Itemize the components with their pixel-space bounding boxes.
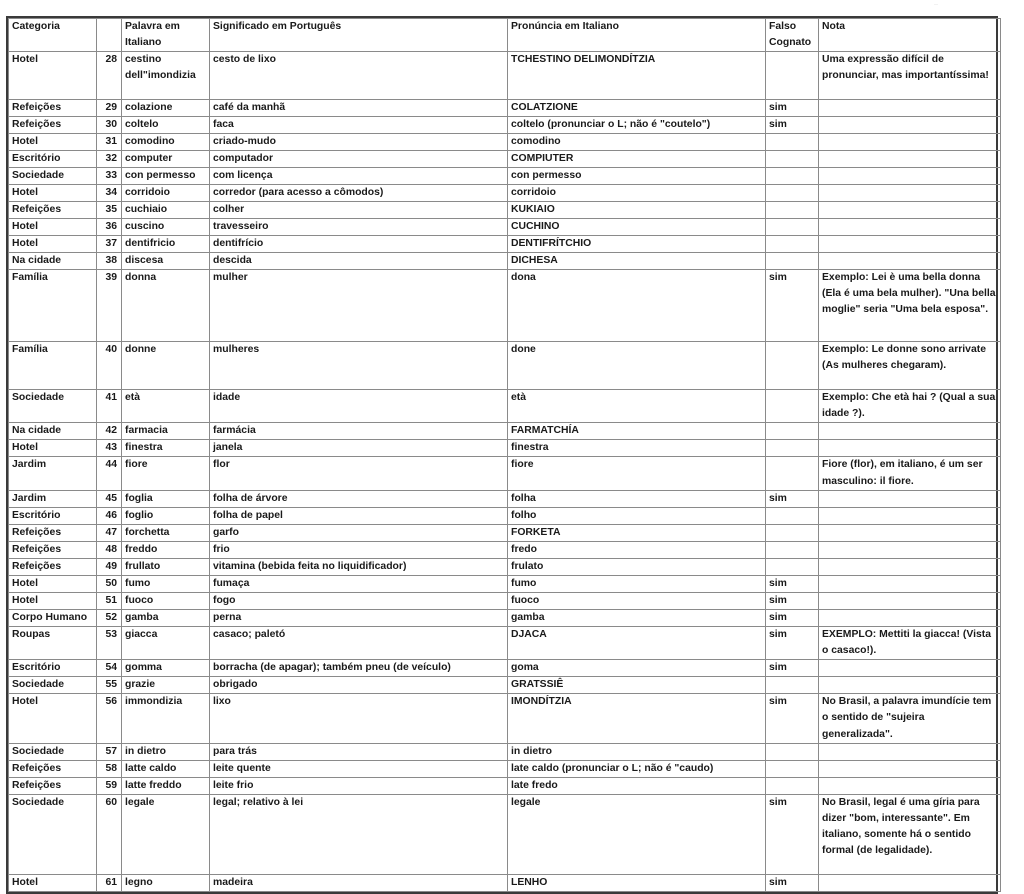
cell-categoria: Hotel — [9, 440, 97, 457]
cell-pronuncia: FARMATCHÍA — [508, 423, 766, 440]
cell-numero: 49 — [97, 558, 122, 575]
cell-categoria: Corpo Humano — [9, 609, 97, 626]
cell-numero: 48 — [97, 541, 122, 558]
cell-nota: Exemplo: Le donne sono arrivate (As mulheres chegaram). — [819, 342, 1001, 390]
cell-significado: fumaça — [210, 575, 508, 592]
cell-palavra: farmacia — [122, 423, 210, 440]
cell-palavra: freddo — [122, 541, 210, 558]
cell-palavra: corridoio — [122, 185, 210, 202]
cell-falso-cognato: sim — [766, 660, 819, 677]
cell-palavra: fumo — [122, 575, 210, 592]
cell-pronuncia: fuoco — [508, 592, 766, 609]
cell-nota — [819, 202, 1001, 219]
cell-significado: faca — [210, 117, 508, 134]
cell-numero: 54 — [97, 660, 122, 677]
cell-categoria: Sociedade — [9, 168, 97, 185]
cell-categoria: Sociedade — [9, 794, 97, 874]
cell-falso-cognato — [766, 52, 819, 100]
cell-numero: 36 — [97, 219, 122, 236]
table-row — [9, 117, 1001, 134]
cell-categoria: Refeições — [9, 100, 97, 117]
cell-palavra: gamba — [122, 609, 210, 626]
cell-nota: Exemplo: Che età hai ? (Qual a sua idade ?). — [819, 390, 1001, 423]
cell-nota — [819, 236, 1001, 253]
cell-categoria: Na cidade — [9, 253, 97, 270]
cell-categoria: Hotel — [9, 575, 97, 592]
header-row — [9, 19, 1001, 52]
cell-palavra: foglia — [122, 490, 210, 507]
cell-falso-cognato — [766, 168, 819, 185]
table-row — [9, 270, 1001, 342]
cell-pronuncia: coltelo (pronunciar o L; não é "coutelo") — [508, 117, 766, 134]
cell-palavra: legno — [122, 874, 210, 891]
cell-pronuncia: fiore — [508, 457, 766, 490]
cell-pronuncia: TCHESTINO DELIMONDÍTZIA — [508, 52, 766, 100]
cell-palavra: gomma — [122, 660, 210, 677]
cell-numero: 47 — [97, 524, 122, 541]
cell-significado: descida — [210, 253, 508, 270]
header-significado: Significado em Português — [210, 19, 508, 52]
cell-falso-cognato: sim — [766, 117, 819, 134]
cell-pronuncia: goma — [508, 660, 766, 677]
cell-pronuncia: con permesso — [508, 168, 766, 185]
cell-pronuncia: late caldo (pronunciar o L; não é "caudo) — [508, 760, 766, 777]
cell-pronuncia: COLATZIONE — [508, 100, 766, 117]
cell-significado: folha de papel — [210, 507, 508, 524]
cell-palavra: giacca — [122, 626, 210, 659]
cell-pronuncia: LENHO — [508, 874, 766, 891]
cell-pronuncia: gamba — [508, 609, 766, 626]
cell-pronuncia: COMPIUTER — [508, 151, 766, 168]
cell-palavra: cuscino — [122, 219, 210, 236]
cell-categoria: Família — [9, 270, 97, 342]
header-palavra: Palavra em Italiano — [122, 19, 210, 52]
cell-falso-cognato — [766, 423, 819, 440]
cell-pronuncia: comodino — [508, 134, 766, 151]
cell-categoria: Refeições — [9, 558, 97, 575]
cell-falso-cognato — [766, 151, 819, 168]
cell-nota — [819, 558, 1001, 575]
cell-pronuncia: done — [508, 342, 766, 390]
cell-palavra: immondizia — [122, 694, 210, 744]
cell-nota — [819, 660, 1001, 677]
header-nota: Nota — [819, 19, 1001, 52]
cell-categoria: Hotel — [9, 219, 97, 236]
cell-nota: Uma expressão difícil de pronunciar, mas importantíssima! — [819, 52, 1001, 100]
table-row — [9, 202, 1001, 219]
cell-falso-cognato — [766, 134, 819, 151]
cell-nota — [819, 743, 1001, 760]
cell-pronuncia: GRATSSIÊ — [508, 677, 766, 694]
cell-categoria: Hotel — [9, 185, 97, 202]
cell-palavra: con permesso — [122, 168, 210, 185]
cell-palavra: fuoco — [122, 592, 210, 609]
cell-nota — [819, 253, 1001, 270]
table-row — [9, 660, 1001, 677]
cell-significado: legal; relativo à lei — [210, 794, 508, 874]
cell-categoria: Refeições — [9, 777, 97, 794]
cell-significado: colher — [210, 202, 508, 219]
cell-palavra: comodino — [122, 134, 210, 151]
cell-falso-cognato — [766, 202, 819, 219]
cell-numero: 40 — [97, 342, 122, 390]
cell-nota — [819, 507, 1001, 524]
cell-falso-cognato — [766, 236, 819, 253]
table-row — [9, 342, 1001, 390]
cell-significado: dentifrício — [210, 236, 508, 253]
cell-pronuncia: DICHESA — [508, 253, 766, 270]
cell-palavra: forchetta — [122, 524, 210, 541]
cell-significado: farmácia — [210, 423, 508, 440]
cell-falso-cognato — [766, 743, 819, 760]
cell-categoria: Sociedade — [9, 743, 97, 760]
table-row — [9, 541, 1001, 558]
cell-categoria: Hotel — [9, 874, 97, 891]
cell-numero: 61 — [97, 874, 122, 891]
cell-categoria: Escritório — [9, 507, 97, 524]
cell-pronuncia: CUCHINO — [508, 219, 766, 236]
cell-pronuncia: dona — [508, 270, 766, 342]
cell-palavra: cestino dell"imondizia — [122, 52, 210, 100]
cell-falso-cognato: sim — [766, 100, 819, 117]
cell-pronuncia: folho — [508, 507, 766, 524]
table-row — [9, 743, 1001, 760]
cell-palavra: grazie — [122, 677, 210, 694]
cell-significado: mulheres — [210, 342, 508, 390]
table-row — [9, 677, 1001, 694]
cell-palavra: in dietro — [122, 743, 210, 760]
cell-significado: com licença — [210, 168, 508, 185]
cell-numero: 31 — [97, 134, 122, 151]
cell-numero: 45 — [97, 490, 122, 507]
cell-falso-cognato — [766, 457, 819, 490]
cell-pronuncia: KUKIAIO — [508, 202, 766, 219]
cell-significado: flor — [210, 457, 508, 490]
cell-numero: 44 — [97, 457, 122, 490]
cell-significado: criado-mudo — [210, 134, 508, 151]
cell-numero: 33 — [97, 168, 122, 185]
cell-falso-cognato: sim — [766, 794, 819, 874]
cell-pronuncia: frulato — [508, 558, 766, 575]
cell-significado: mulher — [210, 270, 508, 342]
cell-pronuncia: FORKETA — [508, 524, 766, 541]
cell-pronuncia: IMONDÍTZIA — [508, 694, 766, 744]
table-row — [9, 794, 1001, 874]
cell-significado: casaco; paletó — [210, 626, 508, 659]
cell-numero: 39 — [97, 270, 122, 342]
cell-numero: 56 — [97, 694, 122, 744]
table-row — [9, 558, 1001, 575]
cell-numero: 59 — [97, 777, 122, 794]
cell-numero: 32 — [97, 151, 122, 168]
table-row — [9, 390, 1001, 423]
header-categoria: Categoria — [9, 19, 97, 52]
cell-falso-cognato — [766, 541, 819, 558]
cell-pronuncia: età — [508, 390, 766, 423]
table-row — [9, 236, 1001, 253]
cell-palavra: latte caldo — [122, 760, 210, 777]
table-row — [9, 760, 1001, 777]
cell-pronuncia: late fredo — [508, 777, 766, 794]
cell-pronuncia: DENTIFRÍTCHIO — [508, 236, 766, 253]
cell-numero: 29 — [97, 100, 122, 117]
cell-categoria: Jardim — [9, 457, 97, 490]
cell-nota — [819, 151, 1001, 168]
cell-significado: cesto de lixo — [210, 52, 508, 100]
cell-palavra: donne — [122, 342, 210, 390]
table-body — [9, 52, 1001, 892]
cell-pronuncia: fumo — [508, 575, 766, 592]
cell-significado: para trás — [210, 743, 508, 760]
cell-nota — [819, 100, 1001, 117]
table-row — [9, 440, 1001, 457]
cell-numero: 53 — [97, 626, 122, 659]
cell-falso-cognato — [766, 507, 819, 524]
cell-significado: leite frio — [210, 777, 508, 794]
cell-significado: folha de árvore — [210, 490, 508, 507]
cell-significado: corredor (para acesso a cômodos) — [210, 185, 508, 202]
cell-falso-cognato — [766, 390, 819, 423]
cell-pronuncia: corridoio — [508, 185, 766, 202]
cell-palavra: coltelo — [122, 117, 210, 134]
cell-nota — [819, 490, 1001, 507]
cell-significado: vitamina (bebida feita no liquidificador) — [210, 558, 508, 575]
cell-significado: borracha (de apagar); também pneu (de veículo) — [210, 660, 508, 677]
cell-palavra: donna — [122, 270, 210, 342]
cell-numero: 60 — [97, 794, 122, 874]
cell-numero: 42 — [97, 423, 122, 440]
table-row — [9, 626, 1001, 659]
table-row — [9, 219, 1001, 236]
table-row — [9, 168, 1001, 185]
cell-numero: 38 — [97, 253, 122, 270]
cell-nota: No Brasil, legal é uma gíria para dizer "bom, interessante". Em italiano, somente há o sentido formal (de legalidade). — [819, 794, 1001, 874]
cell-palavra: colazione — [122, 100, 210, 117]
table-row — [9, 134, 1001, 151]
cell-palavra: computer — [122, 151, 210, 168]
cell-significado: madeira — [210, 874, 508, 891]
cell-palavra: cuchiaio — [122, 202, 210, 219]
cell-pronuncia: fredo — [508, 541, 766, 558]
cell-categoria: Escritório — [9, 151, 97, 168]
cell-numero: 51 — [97, 592, 122, 609]
cell-categoria: Refeições — [9, 760, 97, 777]
cell-numero: 55 — [97, 677, 122, 694]
cell-categoria: Refeições — [9, 117, 97, 134]
table-row — [9, 507, 1001, 524]
cell-palavra: legale — [122, 794, 210, 874]
cell-falso-cognato — [766, 760, 819, 777]
table-row — [9, 423, 1001, 440]
cell-falso-cognato — [766, 777, 819, 794]
cell-numero: 50 — [97, 575, 122, 592]
cell-falso-cognato: sim — [766, 694, 819, 744]
cell-categoria: Jardim — [9, 490, 97, 507]
cell-nota — [819, 677, 1001, 694]
cell-numero: 52 — [97, 609, 122, 626]
cell-categoria: Refeições — [9, 202, 97, 219]
cell-significado: frio — [210, 541, 508, 558]
header-falso-cognato: Falso Cognato — [766, 19, 819, 52]
vocabulary-table — [8, 18, 1001, 892]
cell-nota: Exemplo: Lei è uma bella donna (Ela é uma bela mulher). "Una bella moglie" seria "Uma bela esposa". — [819, 270, 1001, 342]
cell-nota — [819, 117, 1001, 134]
cell-categoria: Hotel — [9, 694, 97, 744]
table-row — [9, 592, 1001, 609]
cell-categoria: Sociedade — [9, 390, 97, 423]
cell-significado: fogo — [210, 592, 508, 609]
table-row — [9, 457, 1001, 490]
cell-categoria: Hotel — [9, 592, 97, 609]
cell-falso-cognato: sim — [766, 490, 819, 507]
cell-pronuncia: finestra — [508, 440, 766, 457]
cell-categoria: Escritório — [9, 660, 97, 677]
vocabulary-table-container — [6, 16, 998, 894]
cell-significado: café da manhã — [210, 100, 508, 117]
cell-falso-cognato — [766, 219, 819, 236]
cell-nota: EXEMPLO: Mettiti la giacca! (Vista o casaco!). — [819, 626, 1001, 659]
cell-palavra: latte freddo — [122, 777, 210, 794]
cell-numero: 37 — [97, 236, 122, 253]
table-row — [9, 52, 1001, 100]
cell-falso-cognato — [766, 342, 819, 390]
table-row — [9, 490, 1001, 507]
cell-nota: No Brasil, a palavra imundície tem o sentido de "sujeira generalizada". — [819, 694, 1001, 744]
cell-numero: 46 — [97, 507, 122, 524]
cell-nota — [819, 134, 1001, 151]
cell-nota: Fiore (flor), em italiano, é um ser masculino: il fiore. — [819, 457, 1001, 490]
table-row — [9, 609, 1001, 626]
cell-significado: janela — [210, 440, 508, 457]
cell-numero: 58 — [97, 760, 122, 777]
table-row — [9, 524, 1001, 541]
cell-nota — [819, 760, 1001, 777]
cell-significado: leite quente — [210, 760, 508, 777]
cell-pronuncia: DJACA — [508, 626, 766, 659]
cell-nota — [819, 440, 1001, 457]
cell-numero: 57 — [97, 743, 122, 760]
cell-falso-cognato: sim — [766, 874, 819, 891]
cell-pronuncia: legale — [508, 794, 766, 874]
cell-falso-cognato: sim — [766, 626, 819, 659]
cell-nota — [819, 168, 1001, 185]
cell-significado: lixo — [210, 694, 508, 744]
cell-palavra: frullato — [122, 558, 210, 575]
cell-falso-cognato — [766, 524, 819, 541]
cell-numero: 43 — [97, 440, 122, 457]
cell-categoria: Hotel — [9, 52, 97, 100]
cell-significado: computador — [210, 151, 508, 168]
cell-nota — [819, 592, 1001, 609]
table-row — [9, 253, 1001, 270]
table-row — [9, 151, 1001, 168]
cell-categoria: Refeições — [9, 541, 97, 558]
cell-palavra: finestra — [122, 440, 210, 457]
cell-falso-cognato — [766, 677, 819, 694]
cell-falso-cognato — [766, 440, 819, 457]
cell-numero: 35 — [97, 202, 122, 219]
table-row — [9, 777, 1001, 794]
cell-categoria: Sociedade — [9, 677, 97, 694]
cell-numero: 34 — [97, 185, 122, 202]
cell-palavra: foglio — [122, 507, 210, 524]
cell-categoria: Família — [9, 342, 97, 390]
cell-significado: obrigado — [210, 677, 508, 694]
cell-palavra: fiore — [122, 457, 210, 490]
cell-categoria: Hotel — [9, 134, 97, 151]
table-row — [9, 185, 1001, 202]
cell-falso-cognato: sim — [766, 575, 819, 592]
cell-numero: 30 — [97, 117, 122, 134]
header-pronuncia: Pronúncia em Italiano — [508, 19, 766, 52]
table-row — [9, 694, 1001, 744]
cell-nota — [819, 524, 1001, 541]
table-row — [9, 575, 1001, 592]
cell-significado: idade — [210, 390, 508, 423]
header-numero — [97, 19, 122, 52]
cell-categoria: Roupas — [9, 626, 97, 659]
cell-nota — [819, 575, 1001, 592]
cell-falso-cognato — [766, 185, 819, 202]
cell-significado: garfo — [210, 524, 508, 541]
cell-falso-cognato: sim — [766, 609, 819, 626]
cell-palavra: dentifricio — [122, 236, 210, 253]
cell-palavra: età — [122, 390, 210, 423]
table-row — [9, 100, 1001, 117]
cell-significado: perna — [210, 609, 508, 626]
cell-pronuncia: in dietro — [508, 743, 766, 760]
scan-speck: ·· — [934, 2, 938, 8]
cell-nota — [819, 609, 1001, 626]
cell-falso-cognato — [766, 253, 819, 270]
cell-nota — [819, 185, 1001, 202]
cell-nota — [819, 541, 1001, 558]
cell-palavra: discesa — [122, 253, 210, 270]
cell-nota — [819, 777, 1001, 794]
cell-falso-cognato: sim — [766, 270, 819, 342]
cell-nota — [819, 423, 1001, 440]
cell-falso-cognato: sim — [766, 592, 819, 609]
cell-significado: travesseiro — [210, 219, 508, 236]
cell-pronuncia: folha — [508, 490, 766, 507]
cell-categoria: Refeições — [9, 524, 97, 541]
cell-numero: 28 — [97, 52, 122, 100]
cell-nota — [819, 219, 1001, 236]
cell-numero: 41 — [97, 390, 122, 423]
cell-categoria: Hotel — [9, 236, 97, 253]
cell-categoria: Na cidade — [9, 423, 97, 440]
cell-falso-cognato — [766, 558, 819, 575]
